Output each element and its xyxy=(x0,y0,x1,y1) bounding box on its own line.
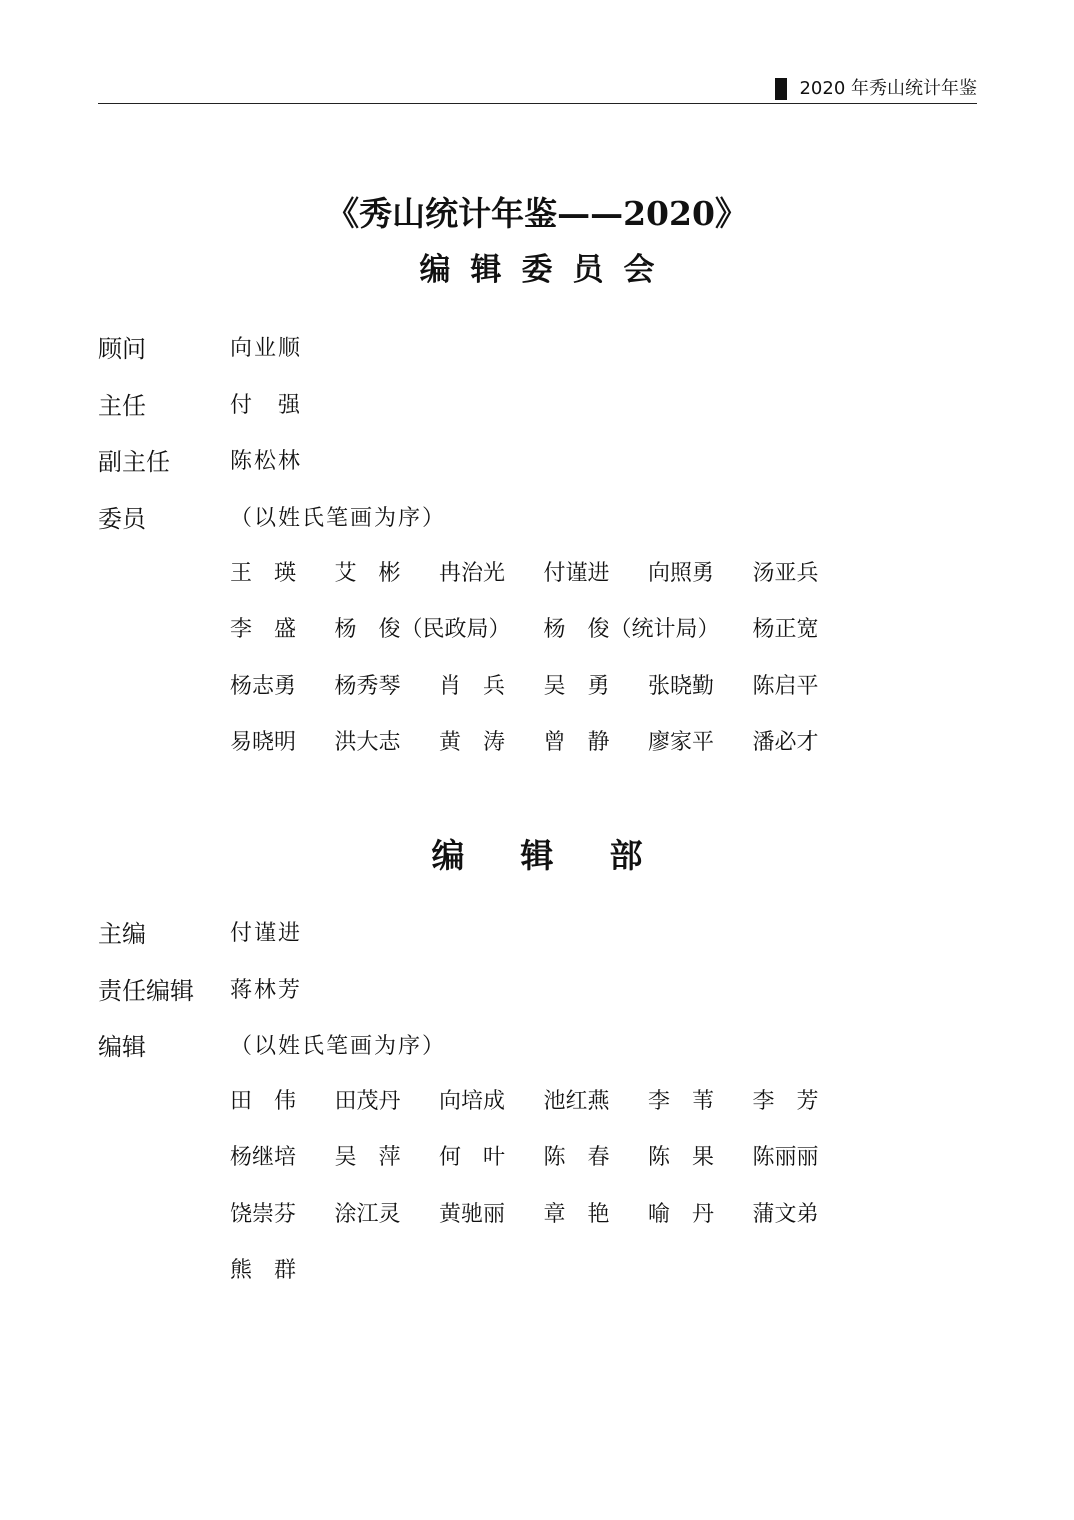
member-name: 潘必才 xyxy=(752,729,819,755)
member-name: 蒲文弟 xyxy=(752,1201,819,1227)
role-label: 副主任 xyxy=(98,448,170,476)
member-name: 向照勇 xyxy=(648,561,715,586)
editorial-title: 编辑部 xyxy=(431,836,699,875)
role-value: 付谨进 xyxy=(230,921,303,946)
role-value: （以姓氏笔画为序） xyxy=(230,505,447,531)
member-name: 吴 勇 xyxy=(543,673,610,699)
role-label: 编辑 xyxy=(98,1033,146,1061)
member-name: 饶崇芬 xyxy=(230,1201,297,1227)
member-name: 冉治光 xyxy=(439,561,506,586)
member-name: 黄 涛 xyxy=(439,729,506,755)
member-name: 王 瑛 xyxy=(230,561,297,586)
member-name: 陈启平 xyxy=(752,673,819,699)
member-name: 陈 果 xyxy=(648,1145,715,1171)
role-value: 陈松林 xyxy=(230,449,303,474)
member-name: 汤亚兵 xyxy=(752,561,819,586)
member-name: 杨秀琴 xyxy=(334,673,401,699)
member-name: 田 伟 xyxy=(230,1089,297,1114)
member-name: 陈丽丽 xyxy=(752,1145,819,1171)
member-name: 曾 静 xyxy=(543,729,610,755)
member-name: 张晓勤 xyxy=(648,673,715,699)
member-name: 涂江灵 xyxy=(334,1201,401,1227)
member-name: 陈 春 xyxy=(543,1145,610,1171)
member-name: 李 苇 xyxy=(648,1089,715,1114)
role-label: 主编 xyxy=(98,920,146,948)
role-value: 蒋林芳 xyxy=(230,977,303,1003)
member-name: 肖 兵 xyxy=(439,673,506,699)
running-header xyxy=(98,76,977,104)
member-name: 易晓明 xyxy=(230,729,297,755)
member-name: 洪大志 xyxy=(334,729,401,755)
member-name: 吴 萍 xyxy=(334,1145,401,1171)
role-value: （以姓氏笔画为序） xyxy=(230,1034,447,1059)
member-name: 李 芳 xyxy=(752,1089,819,1114)
member-name: 杨 俊（民政局） xyxy=(334,617,511,643)
member-name: 喻 丹 xyxy=(648,1201,715,1227)
member-name: 艾 彬 xyxy=(334,561,401,586)
yearbook-title: 《秀山统计年鉴——2020》 xyxy=(326,194,748,233)
role-label: 委员 xyxy=(98,504,146,533)
role-label: 主任 xyxy=(98,391,146,420)
member-name: 杨 俊（统计局） xyxy=(543,617,720,643)
member-name: 杨继培 xyxy=(230,1145,297,1171)
member-name: 李 盛 xyxy=(230,617,297,643)
member-name: 廖家平 xyxy=(648,729,715,755)
member-name: 杨正宽 xyxy=(752,617,819,643)
header-marker xyxy=(775,78,787,100)
running-title: 2020 年秀山统计年鉴 xyxy=(799,78,977,99)
member-name: 熊 群 xyxy=(230,1257,297,1283)
member-name: 章 艳 xyxy=(543,1201,610,1227)
member-name: 田茂丹 xyxy=(334,1089,401,1114)
member-name: 付谨进 xyxy=(543,561,610,586)
member-name: 何 叶 xyxy=(439,1145,506,1171)
role-value: 付 强 xyxy=(230,392,303,418)
role-label: 顾问 xyxy=(98,335,146,363)
committee-title: 编辑委员会 xyxy=(419,252,675,288)
member-name: 向培成 xyxy=(439,1089,506,1114)
role-value: 向业顺 xyxy=(230,336,303,361)
member-name: 黄驰丽 xyxy=(439,1201,506,1227)
member-name: 池红燕 xyxy=(543,1089,610,1114)
role-label: 责任编辑 xyxy=(98,976,194,1005)
member-name: 杨志勇 xyxy=(230,673,297,699)
